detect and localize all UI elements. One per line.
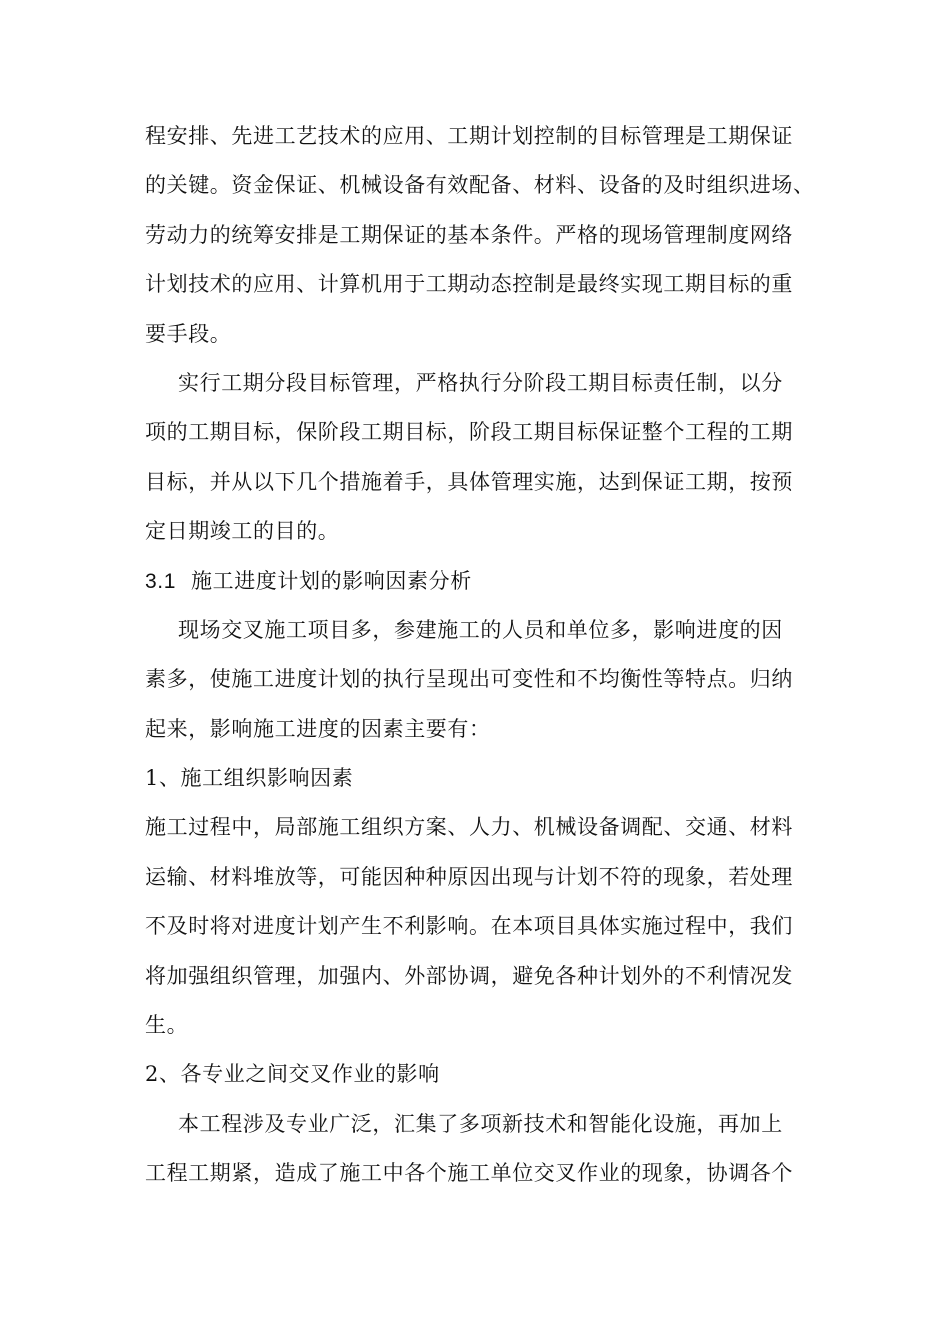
section-title: 施工进度计划的影响因素分析 [191,568,472,593]
paragraph-line: 程安排、先进工艺技术的应用、工期计划控制的目标管理是工期保证 [145,124,793,148]
paragraph-line: 施工过程中，局部施工组织方案、人力、机械设备调配、交通、材料 [145,815,793,840]
paragraph-line: 起来，影响施工进度的因素主要有： [145,716,491,741]
paragraph-line: 现场交叉施工项目多，参建施工的人员和单位多，影响进度的因 [178,617,783,642]
paragraph-line: 本工程涉及专业广泛，汇集了多项新技术和智能化设施，再加上 [178,1111,783,1136]
paragraph-line: 劳动力的统筹安排是工期保证的基本条件。严格的现场管理制度网络 [145,222,793,247]
paragraph-line: 工程工期紧，造成了施工中各个施工单位交叉作业的现象，协调各个 [145,1161,793,1186]
paragraph-line: 的关键。资金保证、机械设备有效配备、材料、设备的及时组织进场、 [145,173,815,198]
paragraph-line: 运输、材料堆放等，可能因种种原因出现与计划不符的现象，若处理 [145,864,793,889]
paragraph-line: 目标，并从以下几个措施着手，具体管理实施，达到保证工期，按预 [145,469,793,494]
subheading: 2、各专业之间交叉作业的影响 [145,1062,440,1087]
paragraph-line: 生。 [145,1013,189,1038]
paragraph-line: 定日期竣工的目的。 [145,519,340,544]
paragraph-line: 将加强组织管理，加强内、外部协调，避免各种计划外的不利情况发 [145,963,793,988]
document-page [145,112,815,1199]
subheading: 1、施工组织影响因素 [145,766,354,791]
paragraph-line: 要手段。 [145,321,232,346]
paragraph-line: 计划技术的应用、计算机用于工期动态控制是最终实现工期目标的重 [145,272,793,297]
paragraph-line: 不及时将对进度计划产生不利影响。在本项目具体实施过程中，我们 [145,914,793,939]
paragraph-line: 项的工期目标，保阶段工期目标，阶段工期目标保证整个工程的工期 [145,420,793,445]
section-heading [145,557,809,606]
paragraph-line: 素多，使施工进度计划的执行呈现出可变性和不均衡性等特点。归纳 [145,667,793,692]
section-number: 3.1 [145,569,176,593]
paragraph-line: 实行工期分段目标管理，严格执行分阶段工期目标责任制，以分 [178,370,783,395]
